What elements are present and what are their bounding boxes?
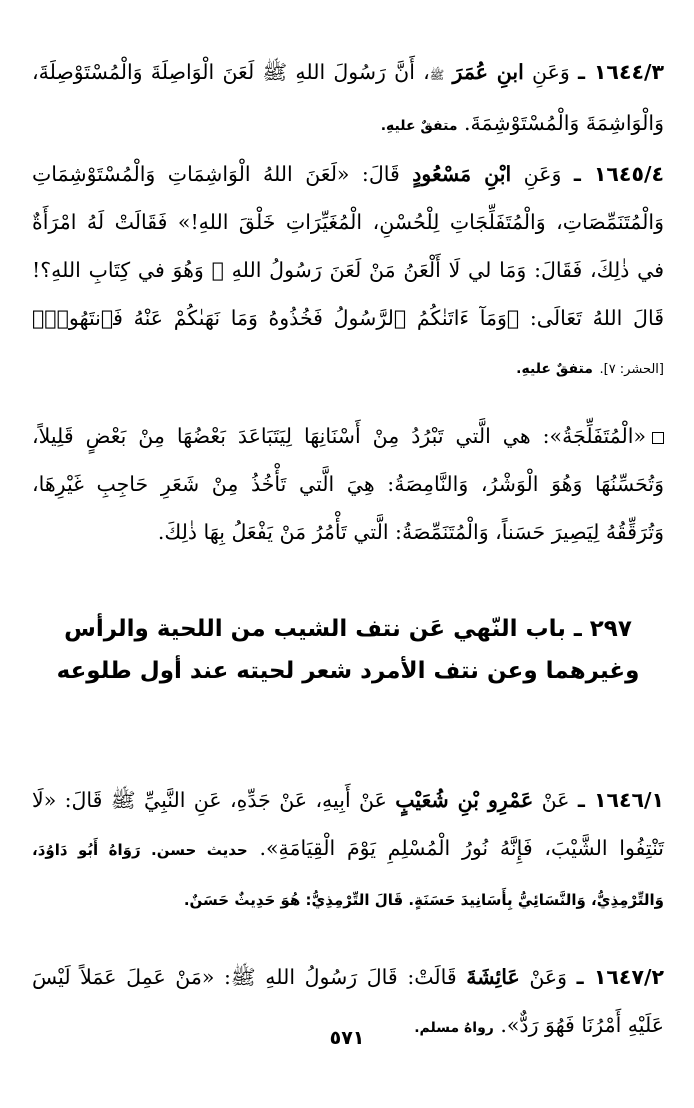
explanation-note: [32, 412, 664, 556]
hadith-number: ١٦٤٦/١ ـ: [577, 788, 664, 812]
chapter-heading: ٢٩٧ ـ باب النّهي عَن نتف الشيب من اللحية والرأس وغيرهما وعن نتف الأمرد شعر لحيته عند أول طلوعه: [56, 616, 640, 684]
hadith-source: رواهُ مسلم.: [414, 1020, 494, 1036]
hadith-number: ١٦٤٧/٢ ـ: [576, 965, 664, 989]
hadith-number: ١٦٤٤/٣ ـ: [578, 60, 664, 84]
hadith-1646: [32, 776, 664, 924]
hadith-text-intro: وَعَنِ: [511, 162, 562, 186]
honorific-mark: ﷺ: [429, 68, 445, 82]
hadith-text-intro: وَعَنِ: [523, 60, 570, 84]
hadith-text-intro: وَعَنْ: [519, 965, 568, 989]
hadith-text-intro: عَنْ: [533, 788, 570, 812]
hadith-text-body: قَالَتْ: قَالَ رَسُولُ اللهِ ﷺ: «مَنْ عَمِلَ عَمَلاً لَيْسَ عَلَيْهِ أَمْرُنَا فَهُوَ رَدٌّ».: [32, 965, 664, 1037]
quran-reference: [الحشر: ٧].: [599, 362, 664, 377]
hadith-text-body: قَالَ: «لَعَنَ اللهُ الْوَاشِمَاتِ وَالْمُسْتَوْشِمَاتِ وَالْمُتَنَمِّصَاتِ، وَالْمُتَفَلِّجَاتِ لِلْحُسْنِ، الْمُغَيِّرَاتِ خَلْقَ اللهِ!» فَقَالَتْ لَهُ امْرَأَةٌ في ذٰلِكَ، فَقَالَ: وَمَا لي لَا أَلْعَنُ مَنْ لَعَنَ رَسُولُ اللهِ ﷺ وَهُوَ في كِتَابِ اللهِ؟! قَالَ اللهُ تَعَالَى: ﴿وَمَآ ءَاتَنٰكُمُ ٱلرَّسُولُ فَخُذُوهُ وَمَا نَهَىٰكُمْ عَنْهُ فَٱنتَهُوا۟﴾: [32, 162, 664, 330]
narrator-name: عَمْرِو بْنِ شُعَيْبٍ: [395, 788, 534, 812]
narrator-name: عَائِشَةَ: [466, 965, 520, 989]
page-number: ٥٧١: [329, 1027, 365, 1049]
hadith-source: متفقٌ عليهِ.: [380, 118, 458, 134]
square-bullet-icon: [652, 432, 664, 444]
hadith-number: ١٦٤٥/٤ ـ: [573, 162, 664, 186]
explanation-text: «الْمُتَفَلِّجَةُ»: هي الَّتي تَبْرُدُ مِنْ أَسْنَانِهَا لِيَتَبَاعَدَ بَعْضُهَا مِنْ بَعْضٍ قَلِيلاً، وَتُحَسِّنُهَا وَهُوَ الْوَشْرُ، وَالنَّامِصَةُ: هِيَ الَّتي تَأْخُذُ مِنْ شَعَرِ حَاجِبِ غَيْرِهَا، وَتُرَقِّقُهُ لِيَصِيرَ حَسَناً، وَالْمُتَنَمِّصَةُ: الَّتي تَأْمُرُ مَنْ يَفْعَلُ بِهَا ذٰلِكَ.: [32, 424, 664, 544]
hadith-source: متفقٌ عليهِ.: [516, 361, 593, 377]
hadith-text-body: عَنْ أَبِيهِ، عَنْ جَدِّهِ، عَنِ النَّبِيِّ ﷺ قَالَ: «لَا تَنْتِفُوا الشَّيْبَ، فَإِنَّهُ نُورُ الْمُسْلِمِ يَوْمَ الْقِيَامَةِ».: [32, 788, 664, 860]
narrator-name: ابْنِ مَسْعُودٍ: [412, 162, 512, 186]
hadith-1645: [32, 150, 664, 394]
hadith-text-body: ، أَنَّ رَسُولَ اللهِ ﷺ لَعَنَ الْوَاصِلَةَ وَالْمُسْتَوْصِلَةَ، وَالْوَاشِمَةَ وَالْمُسْتَوْشِمَةَ.: [32, 60, 664, 135]
narrator-name: ابنِ عُمَرَ: [452, 60, 524, 84]
hadith-1644: [32, 48, 664, 150]
hadith-grading: حديث حسن. رَوَاهُ أَبُو دَاوُدَ، وَالتِّرْمِذِيُّ، وَالنَّسَائِيُّ بِأَسَانِيدَ حَسَنَةٍ. قَالَ التِّرْمِذِيُّ: هُوَ حَدِيثٌ حَسَنٌ.: [32, 841, 664, 909]
